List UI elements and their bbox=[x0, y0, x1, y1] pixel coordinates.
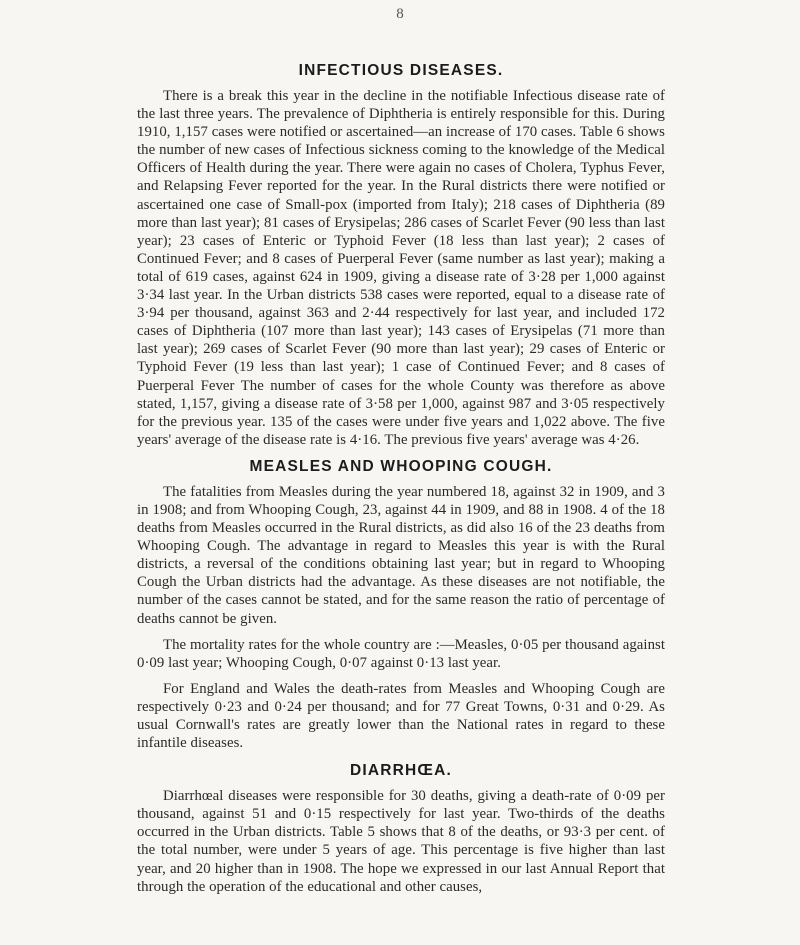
section-infectious-diseases bbox=[137, 62, 665, 449]
paragraph-measles-2: The mortality rates for the whole country are :—Measles, 0·05 per thousand against 0·09 last year; Whooping Cough, 0·07 against 0·13 last year. bbox=[137, 636, 665, 671]
heading-diarrhoea: DIARRHŒA. bbox=[349, 762, 453, 780]
page-number: 8 bbox=[396, 6, 404, 22]
section-measles-whooping-cough bbox=[137, 458, 665, 752]
paragraph-diarrhoea-1: Diarrhœal diseases were responsible for 30 deaths, giving a death-rate of 0·09 per thousand, against 51 and 0·15 respectively for last year. Two-thirds of the deaths occurred in the Urban districts. Table 5 shows that 8 of the deaths, or 93·3 per cent. of the total number, were under 5 years of age. This percentage is five higher than last year, and 20 higher than in 1908. The hope we expressed in our last Annual Report that through the operation of the educational and other causes, bbox=[137, 788, 665, 895]
paragraph-measles-1: The fatalities from Measles during the year numbered 18, against 32 in 1909, and 3 in 1908; and from Whooping Cough, 23, against 44 in 1909, and 88 in 1908. 4 of the 18 deaths from Measles occurred in the Rural districts, as did also 16 of the 23 deaths from Whooping Cough. The advantage in regard to Measles this year is with the Rural districts, a reversal of the conditions obtaining last year; but in regard to Whooping Cough the Urban districts had the advantage. As these diseases are not notifiable, the number of the cases cannot be stated, and for the same reason the ratio of percentage of deaths cannot be given. bbox=[137, 483, 665, 627]
paragraph-infectious-1: There is a break this year in the decline in the notifiable Infectious disease rate of the last three years. The prevalence of Diphtheria is entirely responsible for this. During 1910, 1,157 cases were notified or ascertained—an increase of 170 cases. Table 6 shows the number of new cases of Infectious sickness coming to the knowledge of the Medical Officers of Health during the year. There were again no cases of Cholera, Typhus Fever, and Relapsing Fever reported for the year. In the Rural districts there were notified or ascertained one case of Small-pox (imported from Italy); 218 cases of Diphtheria (89 more than last year); 81 cases of Erysipelas; 286 cases of Scarlet Fever (90 less than last year); 23 cases of Enteric or Typhoid Fever (18 less than last year); 2 cases of Continued Fever; and 8 cases of Puerperal Fever (same number as last year); making a total of 619 cases, against 624 in 1909, giving a disease rate of 3·28 per 1,000 against 3·34 last year. In the Urban districts 538 cases were reported, equal to a disease rate of 3·94 per thousand, against 363 and 2·44 respectively for last year, and included 172 cases of Diphtheria (107 more than last year); 143 cases of Erysipelas (71 more than last year); 269 cases of Scarlet Fever (90 more than last year); 29 cases of Enteric or Typhoid Fever (19 less than last year); 1 case of Continued Fever; and 8 cases of Puerperal Fever The number of cases for the whole County was therefore as above stated, 1,157, giving a disease rate of 3·58 per 1,000, against 987 and 3·05 respectively for the previous year. 135 of the cases were under five years and 1,022 above. The five years' average of the disease rate is 4·16. The previous five years' average was 4·26. bbox=[137, 88, 665, 448]
page-body bbox=[137, 62, 665, 896]
heading-infectious-diseases: INFECTIOUS DISEASES. bbox=[298, 62, 504, 79]
paragraph-measles-3: For England and Wales the death-rates from Measles and Whooping Cough are respectively 0·23 and 0·24 per thousand; and for 77 Great Towns, 0·31 and 0·29. As usual Cornwall's rates are greatly lower than the National rates in regard to these infantile diseases. bbox=[137, 680, 665, 752]
section-diarrhoea bbox=[137, 762, 665, 896]
heading-measles-whooping-cough: MEASLES AND WHOOPING COUGH. bbox=[249, 457, 553, 475]
